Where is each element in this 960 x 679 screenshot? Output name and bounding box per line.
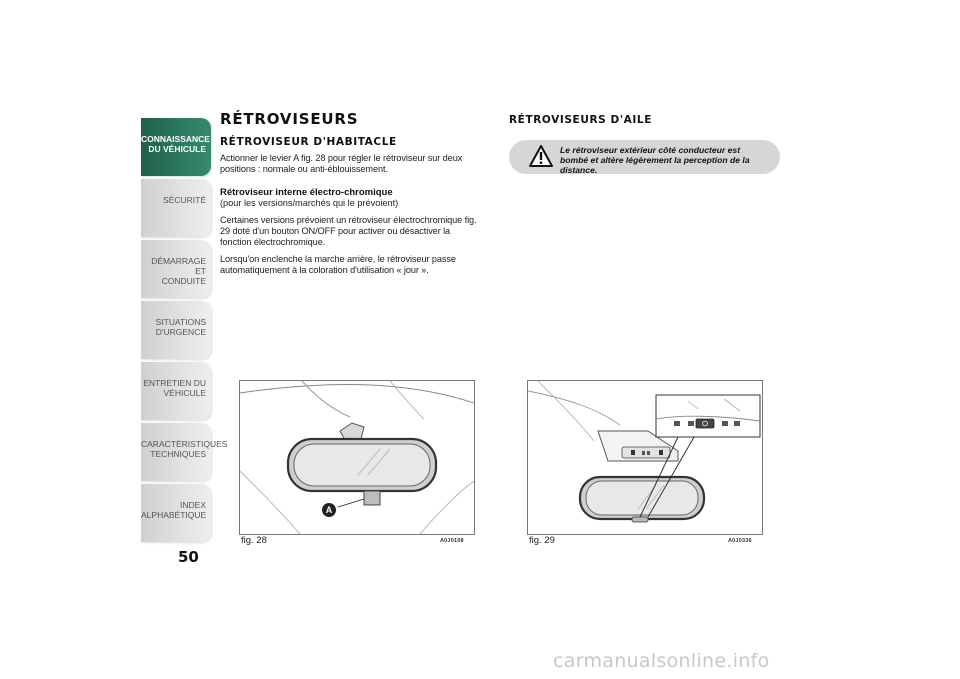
sub-note: (pour les versions/marchés qui le prévoient): [220, 198, 399, 208]
right-column: [509, 114, 781, 174]
figure-29-electrochromic-mirror: [527, 380, 763, 535]
left-column: [220, 110, 482, 282]
sub-heading: Rétroviseur interne électro-chromique: [220, 187, 393, 198]
tab-label: DÉMARRAGE ET CONDUITE: [151, 256, 206, 286]
tab-label: SITUATIONS D'URGENCE: [155, 317, 206, 337]
figure-label: fig. 29: [529, 535, 555, 546]
section-title: RÉTROVISEURS: [220, 110, 359, 128]
tab-label: CARACTÉRISTIQUES TECHNIQUES: [141, 439, 228, 459]
electrochromic-mirror-illustration: [528, 381, 762, 534]
tab-label: CONNAISSANCE DU VÉHICULE: [141, 134, 210, 154]
tab-index-alphabetique[interactable]: [141, 484, 211, 542]
warning-box: [509, 140, 780, 174]
tab-entretien-du-vehicule[interactable]: [141, 362, 211, 420]
chapter-sidebar: [141, 118, 228, 545]
tab-demarrage-et-conduite[interactable]: [141, 240, 211, 298]
tab-securite[interactable]: [141, 179, 211, 237]
tab-connaissance-du-vehicule[interactable]: [141, 118, 211, 176]
paragraph: Lorsqu'on enclenche la marche arrière, le rétroviseur passe automatiquement à la coloration d'utilisation « jour ».: [220, 254, 456, 275]
watermark: carmanualsonline.info: [553, 650, 770, 672]
paragraph: Actionner le levier A fig. 28 pour régler le rétroviseur sur deux positions : normale ou anti-éblouissement.: [220, 153, 463, 174]
tab-label: ENTRETIEN DU VÉHICULE: [143, 378, 206, 398]
figure-28-interior-mirror: [239, 380, 475, 535]
fig28-marker: A: [325, 505, 333, 515]
tab-caracteristiques-techniques[interactable]: [141, 423, 228, 481]
tab-label: SÉCURITÉ: [163, 195, 206, 205]
warning-text: Le rétroviseur extérieur côté conducteur est bombé et altère légèrement la perception de la distance.: [560, 145, 750, 175]
warning-icon: [529, 145, 553, 167]
paragraph: Certaines versions prévoient un rétroviseur électrochromique fig. 29 doté d'un bouton ON/OFF pour activer ou désactiver la fonction électrochromique.: [220, 215, 477, 247]
figure-code: A0J0336: [728, 538, 752, 544]
figure-label: fig. 28: [241, 535, 267, 546]
page-number: 50: [178, 548, 199, 566]
section-subtitle: RÉTROVISEUR D'HABITACLE: [220, 136, 397, 148]
section-subtitle: RÉTROVISEURS D'AILE: [509, 114, 652, 126]
figure-code: A0J0108: [440, 538, 464, 544]
interior-mirror-illustration: [240, 381, 474, 534]
tab-label: INDEX ALPHABÉTIQUE: [141, 500, 207, 520]
tab-situations-urgence[interactable]: [141, 301, 211, 359]
